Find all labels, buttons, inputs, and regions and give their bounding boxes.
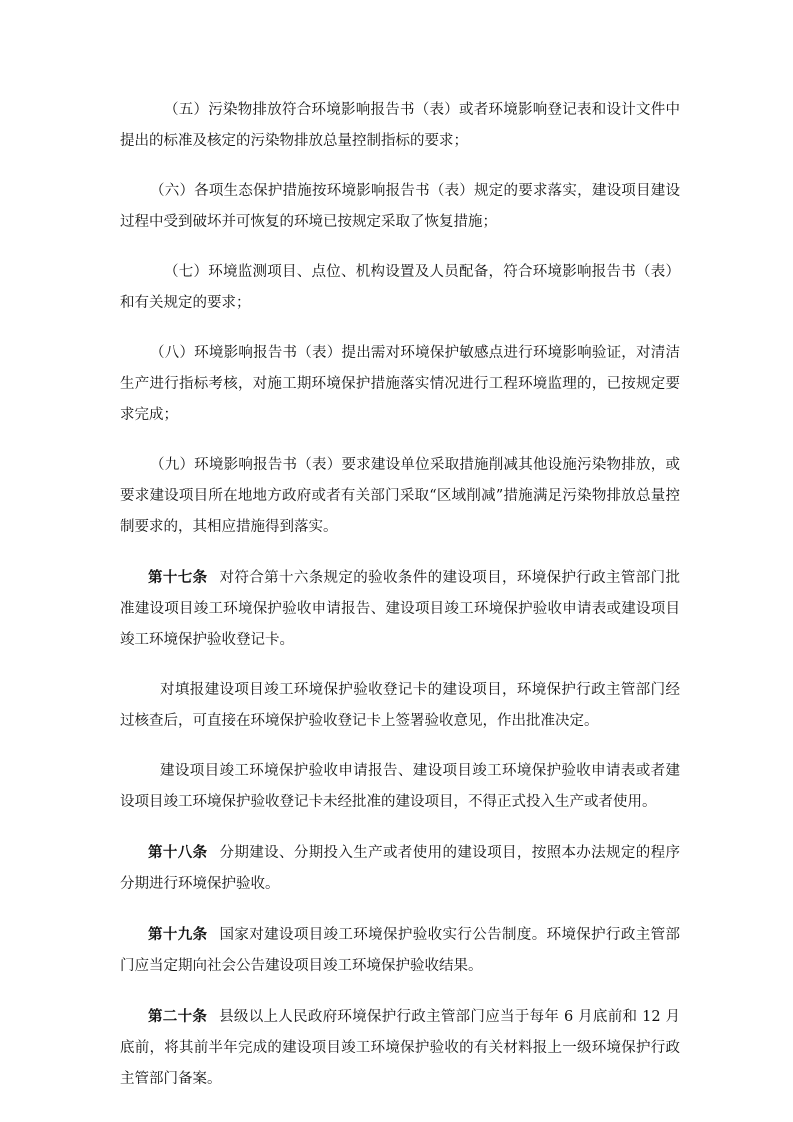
article-20-paragraph bbox=[120, 1001, 680, 1095]
article-17-paragraph-2: 对填报建设项目竣工环境保护验收登记卡的建设项目，环境保护行政主管部门经过核查后，可直接在环境保护验收登记卡上签署验收意见，作出批准决定。 bbox=[120, 682, 680, 729]
article-20-text: 县级以上人民政府环境保护行政主管部门应当于每年 6 月底前和 12 月底前，将其前半年完成的建设项目竣工环境保护验收的有关材料报上一级环境保护行政主管部门备案。 bbox=[120, 1009, 680, 1087]
clause-8-paragraph: （八）环境影响报告书（表）提出需对环境保护敏感点进行环境影响验证，对清洁生产进行指标考核，对施工期环境保护措施落实情况进行工程环境监理的，已按规定要求完成； bbox=[120, 345, 680, 423]
article-19-title: 第十九条 bbox=[148, 926, 208, 943]
article-17-title: 第十七条 bbox=[148, 569, 208, 586]
article-17-text: 对符合第十六条规定的验收条件的建设项目，环境保护行政主管部门批准建设项目竣工环境保护验收申请报告、建设项目竣工环境保护验收申请表或建设项目竣工环境保护验收登记卡。 bbox=[120, 570, 681, 648]
clause-9-paragraph: （九）环境影响报告书（表）要求建设单位采取措施削减其他设施污染物排放，或要求建设项目所在地地方政府或者有关部门采取“区域削减”措施满足污染物排放总量控制要求的，其相应措施得到落实。 bbox=[120, 457, 680, 535]
article-20-title: 第二十条 bbox=[148, 1008, 208, 1025]
article-17-paragraph-3: 建设项目竣工环境保护验收申请报告、建设项目竣工环境保护验收申请表或者建设项目竣工环境保护验收登记卡未经批准的建设项目，不得正式投入生产或者使用。 bbox=[120, 763, 680, 810]
article-19-text: 国家对建设项目竣工环境保护验收实行公告制度。环境保护行政主管部门应当定期向社会公告建设项目竣工环境保护验收结果。 bbox=[120, 927, 681, 974]
article-18-paragraph bbox=[120, 837, 680, 900]
article-17-paragraph bbox=[120, 562, 680, 656]
article-18-text: 分期建设、分期投入生产或者使用的建设项目，按照本办法规定的程序分期进行环境保护验收。 bbox=[120, 845, 681, 892]
clause-5-paragraph: （五）污染物排放符合环境影响报告书（表）或者环境影响登记表和设计文件中提出的标准及核定的污染物排放总量控制指标的要求； bbox=[120, 102, 680, 149]
clause-7-paragraph: （七）环境监测项目、点位、机构设置及人员配备，符合环境影响报告书（表）和有关规定的要求； bbox=[120, 264, 680, 311]
clause-6-paragraph: （六）各项生态保护措施按环境影响报告书（表）规定的要求落实，建设项目建设过程中受到破坏并可恢复的环境已按规定采取了恢复措施； bbox=[120, 183, 680, 230]
article-19-paragraph bbox=[120, 919, 680, 982]
document-page bbox=[120, 95, 680, 1095]
article-18-title: 第十八条 bbox=[148, 844, 208, 861]
